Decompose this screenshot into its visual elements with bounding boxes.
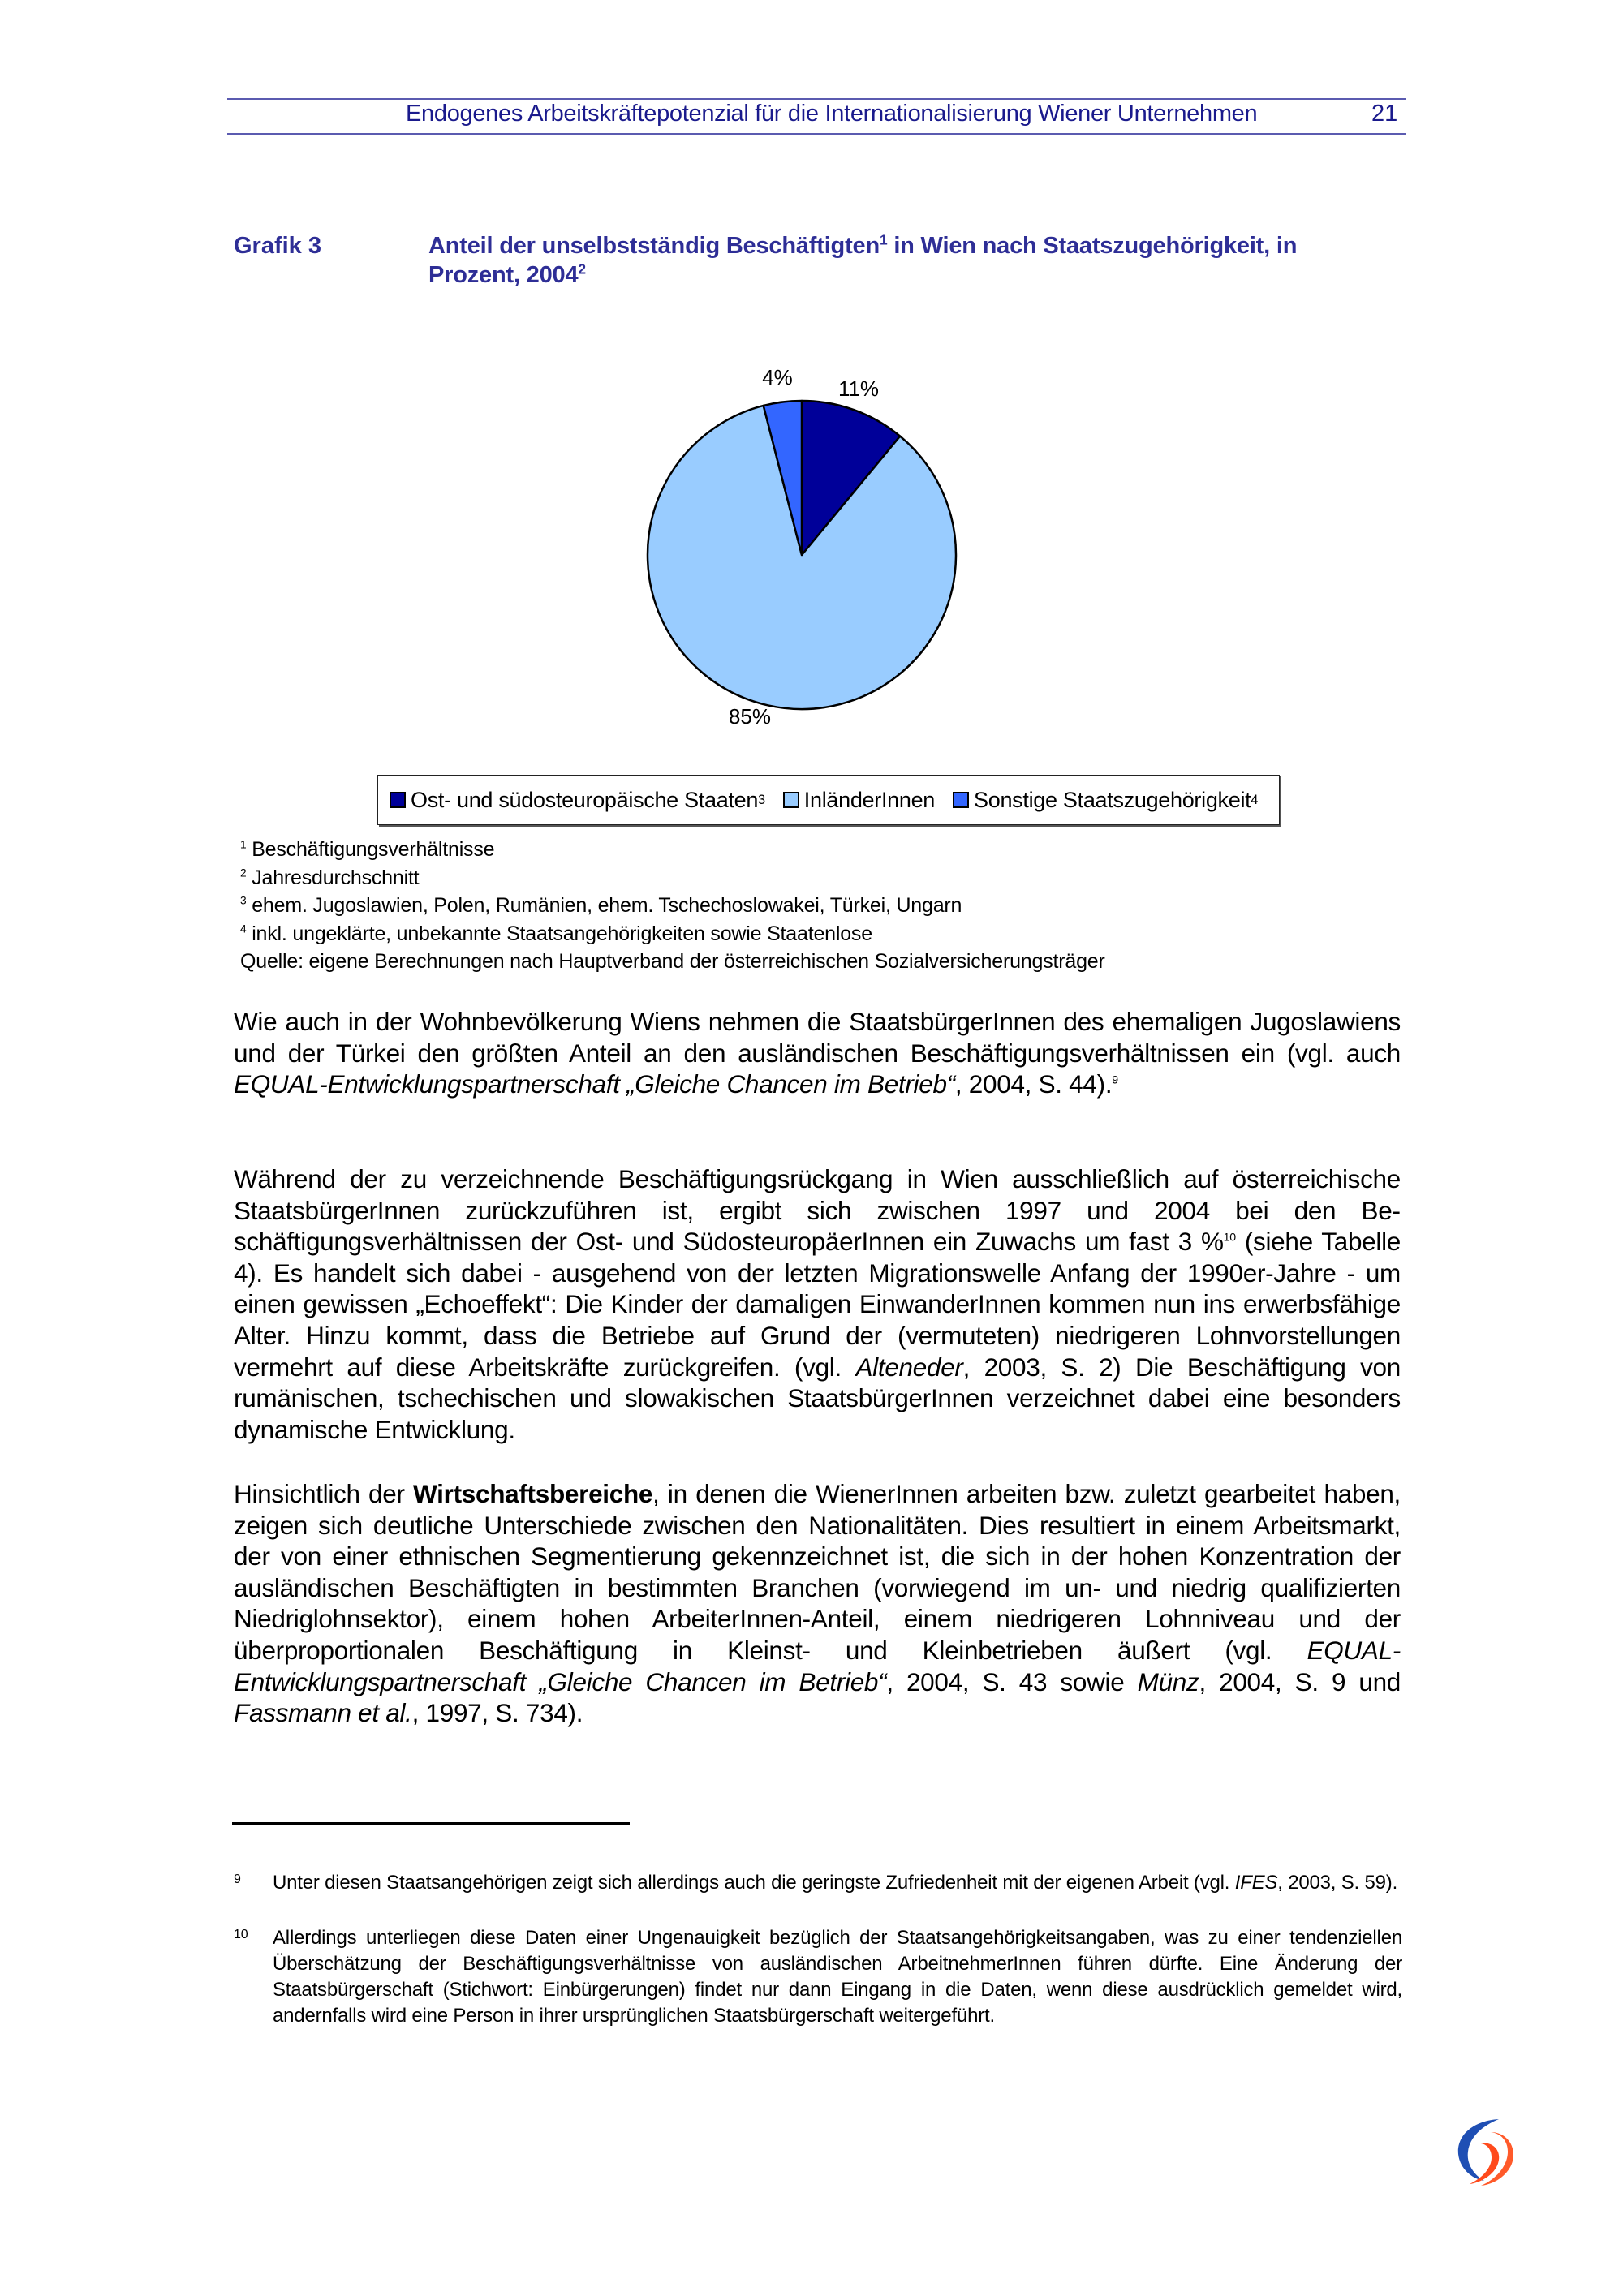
p3-citation-equal: EQUAL-Entwicklungspartnerschaft „Gleiche Chancen im Betrieb“ — [234, 1635, 1401, 1696]
p3-citation-muenz: Münz — [1137, 1666, 1199, 1696]
chart-note-text: Beschäftigungsverhältnisse — [252, 838, 495, 861]
header-rule-bottom — [227, 133, 1406, 135]
chart-legend — [377, 775, 1280, 825]
footnote-9-text-a: Unter diesen Staatsangehörigen zeigt sich allerdings auch die geringste Zufriedenheit mit der eigenen Arbeit (vgl. — [273, 1872, 1235, 1894]
p2-text-c: , 2003, S. 2) Die Beschäftigung von rumänischen, tschechischen und slowakischen StaatsbürgerInnen verzeichnet dabei eine besonders dynamische Entwicklung. — [234, 1352, 1401, 1444]
page-number: 21 — [1371, 101, 1398, 127]
paragraph-3 — [234, 1478, 1401, 1729]
p3-text-b: , in denen die WienerInnen arbeiten bzw. zuletzt gearbeitet haben, zeigen sich deutliche Unterschiede zwischen den Nationalitäten. Dies resultiert in einem Arbeitsmarkt, der von einer ethnischen Segmentierung gekennzeichnet ist, die sich in der hohen Konzentration der ausländischen Beschäftigten in bestimmten Branchen (vorwiegend im un- und niedrig qualifizierten Niedriglohnsektor), einem hohen ArbeiterInnen-Anteil, einem niedrigeren Lohnniveau und der überproportionalen Beschäftigung in Kleinst- und Kleinbetrieben äußert (vgl. — [234, 1479, 1401, 1665]
legend-item — [783, 788, 935, 813]
legend-swatch-icon — [390, 792, 406, 808]
legend-label: InländerInnen — [803, 787, 936, 812]
footnote-9-text-b: , 2003, S. 59). — [1277, 1872, 1398, 1894]
p1-text-a: Wie auch in der Wohnbevölkerung Wiens nehmen die StaatsbürgerInnen des ehemaligen Jugoslawiens und der Türkei den größten Anteil an den ausländischen Beschäftigungsverhältnissen ein (vgl. auch — [234, 1007, 1401, 1068]
chart-note-number: 4 — [240, 922, 247, 935]
chart-notes — [240, 836, 1105, 976]
legend-label: Sonstige Staatszugehörigkeit — [974, 787, 1251, 812]
p2-citation-alteneder: Alteneder — [855, 1352, 963, 1382]
chart-note-text: Quelle: eigene Berechnungen nach Hauptverband der österreichischen Sozialversicherungsträger — [240, 950, 1105, 973]
pie-data-label: 85% — [728, 704, 772, 729]
chart-note-text: Jahresdurchschnitt — [252, 866, 420, 889]
footnote-number: 10 — [234, 1928, 248, 1941]
figure-title-sup1: 1 — [879, 231, 888, 248]
figure-title-sup2: 2 — [578, 260, 586, 277]
legend-item: Ost- und südosteuropäische Staaten 3 — [390, 788, 765, 813]
footnote-9-citation: IFES — [1234, 1872, 1278, 1894]
chart-note-number: 3 — [240, 894, 247, 907]
figure-label: Grafik 3 — [234, 233, 321, 259]
p2-text-a: Während der zu verzeichnende Beschäftigungsrückgang in Wien ausschließlich auf österreichische StaatsbürgerInnen zurückzuführen ist, ergibt sich zwischen 1997 und 2004 bei den Beschäftigungsverhältnissen der Ost- und SüdosteuropäerInnen ein Zuwachs um fast 3 % — [234, 1164, 1401, 1257]
pie-chart — [633, 349, 990, 755]
pie-data-label: 4% — [762, 365, 793, 389]
chart-note-text: ehem. Jugoslawien, Polen, Rumänien, ehem. Tschechoslowakei, Türkei, Ungarn — [252, 894, 962, 917]
p3-text-e: , 1997, S. 734). — [411, 1698, 583, 1728]
chart-note-number: 1 — [240, 838, 247, 851]
footnote-ref-9[interactable]: 9 — [1112, 1073, 1118, 1087]
legend-label: Ost- und südosteuropäische Staaten — [411, 787, 759, 812]
p3-citation-fassmann: Fassmann et al. — [234, 1698, 412, 1728]
pie-data-label: 11% — [837, 376, 880, 401]
p3-text-d: , 2004, S. 9 und — [1199, 1666, 1401, 1696]
p3-keyword: Wirtschaftsbereiche — [413, 1479, 653, 1508]
chart-note — [240, 864, 1105, 892]
header-rule-top — [227, 98, 1406, 100]
p3-text-c: , 2004, S. 43 sowie — [886, 1666, 1138, 1696]
p2-text-b: (siehe Tabelle 4). Es handelt sich dabei - ausgehend von der letzten Migrationswelle Anfang der 1990er-Jahre - um einen gewissen „Echoeffekt“: Die Kinder der damaligen EinwanderInnen kommen nun ins erwerbsfähige Alter. Hinzu kommt, dass die Betriebe auf Grund der (vermuteten) niedrigeren Lohnvorstellungen vermehrt auf diese Arbeitskräfte zurückgreifen. (vgl. — [234, 1227, 1401, 1382]
figure-title — [428, 231, 1386, 290]
publisher-logo-icon — [1449, 2109, 1522, 2191]
figure-title-part1: Anteil der unselbstständig Beschäftigten — [428, 233, 880, 259]
chart-note — [240, 836, 1105, 864]
chart-note — [240, 948, 1105, 976]
legend-swatch-icon — [783, 792, 799, 808]
running-header-title: Endogenes Arbeitskräftepotenzial für die Internationalisierung Wiener Unternehmen — [406, 101, 1258, 127]
p3-text-a: Hinsichtlich der — [234, 1479, 414, 1508]
paragraph-2 — [234, 1163, 1401, 1445]
footnote-text: Allerdings unterliegen diese Daten einer Ungenauigkeit bezüglich der Staatsangehörigkeitsangaben, was zu einer tendenziellen Überschätzung der Beschäftigungsverhältnisse von ausländischen ArbeitnehmerInnen führen dürfte. Eine Änderung der Staatsbürgerschaft (Stichwort: Einbürgerungen) findet nur dann Eingang in die Daten, wenn diese ausdrücklich gemeldet wird, andernfalls wird eine Person in ihrer ursprünglichen Staatsbürgerschaft weitergeführt. — [273, 1927, 1402, 2027]
p1-text-b: , 2004, S. 44). — [954, 1069, 1113, 1099]
p1-citation-equal: EQUAL-Entwicklungspartnerschaft „Gleiche Chancen im Betrieb“ — [234, 1069, 955, 1099]
legend-swatch-icon — [953, 792, 969, 808]
paragraph-1 — [234, 1006, 1401, 1100]
chart-note-number: 2 — [240, 866, 247, 879]
chart-note — [240, 920, 1105, 948]
legend-item: Sonstige Staatszugehörigkeit 4 — [953, 788, 1258, 813]
footnote-9 — [234, 1870, 1402, 1896]
footnote-text — [273, 1870, 1402, 1896]
chart-note-text: inkl. ungeklärte, unbekannte Staatsangehörigkeiten sowie Staatenlose — [252, 922, 872, 945]
footnote-separator — [232, 1822, 630, 1825]
footnote-10 — [234, 1925, 1402, 2029]
figure-title-part2: in Wien nach Staatszugehörigkeit, in Prozent, 2004 — [428, 233, 1298, 288]
chart-note — [240, 892, 1105, 920]
footnote-ref-10[interactable]: 10 — [1223, 1231, 1236, 1245]
footnote-number: 9 — [234, 1872, 241, 1886]
